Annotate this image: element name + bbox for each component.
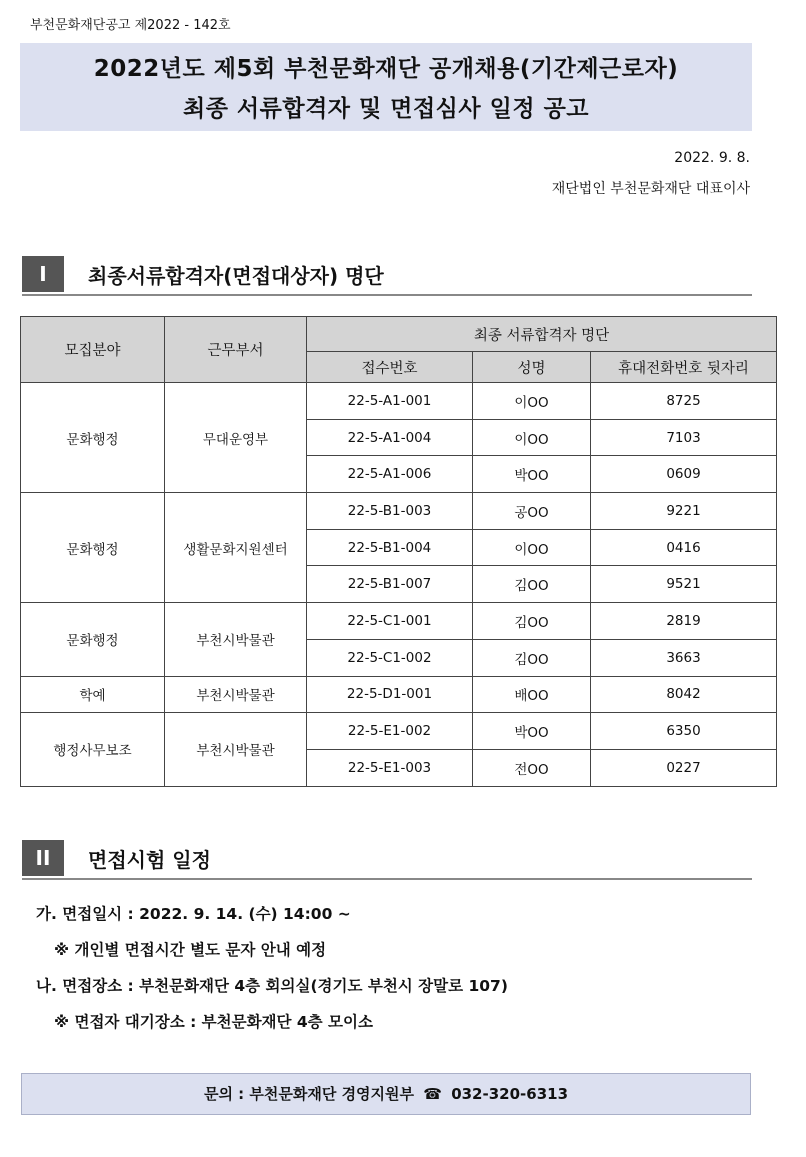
issuer: 재단법인 부천문화재단 대표이사 [551, 181, 750, 197]
telephone-icon: ☎ [423, 1085, 442, 1103]
cell-phone: 8725 [591, 383, 777, 420]
schedule-location: 나. 면접장소 : 부천문화재단 4층 회의실(경기도 부천시 장말로 107) [36, 977, 508, 995]
section-2-header [22, 840, 752, 880]
schedule-datetime-note: ※ 개인별 면접시간 별도 문자 안내 예정 [54, 941, 327, 959]
interview-schedule [36, 896, 508, 1040]
header-receipt: 접수번호 [307, 352, 473, 383]
cell-field: 문화행정 [21, 383, 165, 493]
section-1-title: 최종서류합격자(면접대상자) 명단 [88, 264, 384, 288]
candidate-table [20, 316, 777, 787]
cell-name: 전OO [473, 749, 591, 786]
section-1-numeral: I [22, 256, 64, 292]
header-group: 최종 서류합격자 명단 [307, 317, 777, 352]
cell-phone: 8042 [591, 676, 777, 713]
cell-name: 공OO [473, 493, 591, 530]
table-row [21, 603, 777, 640]
cell-receipt: 22-5-E1-003 [307, 749, 473, 786]
cell-name: 배OO [473, 676, 591, 713]
cell-dept: 무대운영부 [165, 383, 307, 493]
table-row [21, 493, 777, 530]
cell-phone: 2819 [591, 603, 777, 640]
section-2-numeral: II [22, 840, 64, 876]
cell-phone: 0227 [591, 749, 777, 786]
cell-phone: 0416 [591, 529, 777, 566]
cell-receipt: 22-5-B1-003 [307, 493, 473, 530]
schedule-datetime: 가. 면접일시 : 2022. 9. 14. (수) 14:00 ~ [36, 905, 351, 923]
section-2-title: 면접시험 일정 [88, 848, 211, 872]
title-banner [20, 43, 752, 131]
cell-phone: 7103 [591, 419, 777, 456]
cell-dept: 생활문화지원센터 [165, 493, 307, 603]
cell-receipt: 22-5-D1-001 [307, 676, 473, 713]
cell-receipt: 22-5-E1-002 [307, 713, 473, 750]
cell-name: 김OO [473, 603, 591, 640]
contact-box [21, 1073, 751, 1115]
cell-receipt: 22-5-A1-006 [307, 456, 473, 493]
table-row [21, 713, 777, 750]
cell-phone: 6350 [591, 713, 777, 750]
contact-label: 문의 : 부천문화재단 경영지원부 [203, 1085, 415, 1103]
cell-name: 이OO [473, 383, 591, 420]
header-name: 성명 [473, 352, 591, 383]
cell-receipt: 22-5-C1-002 [307, 639, 473, 676]
title-line-2: 최종 서류합격자 및 면접심사 일정 공고 [182, 96, 590, 122]
cell-receipt: 22-5-B1-007 [307, 566, 473, 603]
cell-receipt: 22-5-B1-004 [307, 529, 473, 566]
cell-name: 이OO [473, 419, 591, 456]
cell-phone: 0609 [591, 456, 777, 493]
header-field: 모집분야 [21, 317, 165, 383]
cell-field: 문화행정 [21, 603, 165, 676]
cell-receipt: 22-5-A1-001 [307, 383, 473, 420]
table-row [21, 383, 777, 420]
cell-receipt: 22-5-C1-001 [307, 603, 473, 640]
cell-dept: 부천시박물관 [165, 603, 307, 676]
schedule-waiting-note: ※ 면접자 대기장소 : 부천문화재단 4층 모이소 [54, 1013, 373, 1031]
notice-number: 부천문화재단공고 제2022 - 142호 [30, 18, 231, 33]
cell-phone: 9521 [591, 566, 777, 603]
announcement-date: 2022. 9. 8. [674, 150, 750, 166]
table-row [21, 676, 777, 713]
cell-field: 행정사무보조 [21, 713, 165, 786]
cell-receipt: 22-5-A1-004 [307, 419, 473, 456]
cell-field: 문화행정 [21, 493, 165, 603]
cell-name: 김OO [473, 639, 591, 676]
section-1-header [22, 256, 752, 296]
cell-field: 학예 [21, 676, 165, 713]
cell-phone: 3663 [591, 639, 777, 676]
header-dept: 근무부서 [165, 317, 307, 383]
cell-dept: 부천시박물관 [165, 676, 307, 713]
cell-name: 박OO [473, 713, 591, 750]
contact-phone: 032-320-6313 [451, 1085, 569, 1103]
cell-phone: 9221 [591, 493, 777, 530]
cell-dept: 부천시박물관 [165, 713, 307, 786]
cell-name: 김OO [473, 566, 591, 603]
cell-name: 박OO [473, 456, 591, 493]
header-phone: 휴대전화번호 뒷자리 [591, 352, 777, 383]
cell-name: 이OO [473, 529, 591, 566]
title-line-1: 2022년도 제5회 부천문화재단 공개채용(기간제근로자) [93, 56, 679, 82]
